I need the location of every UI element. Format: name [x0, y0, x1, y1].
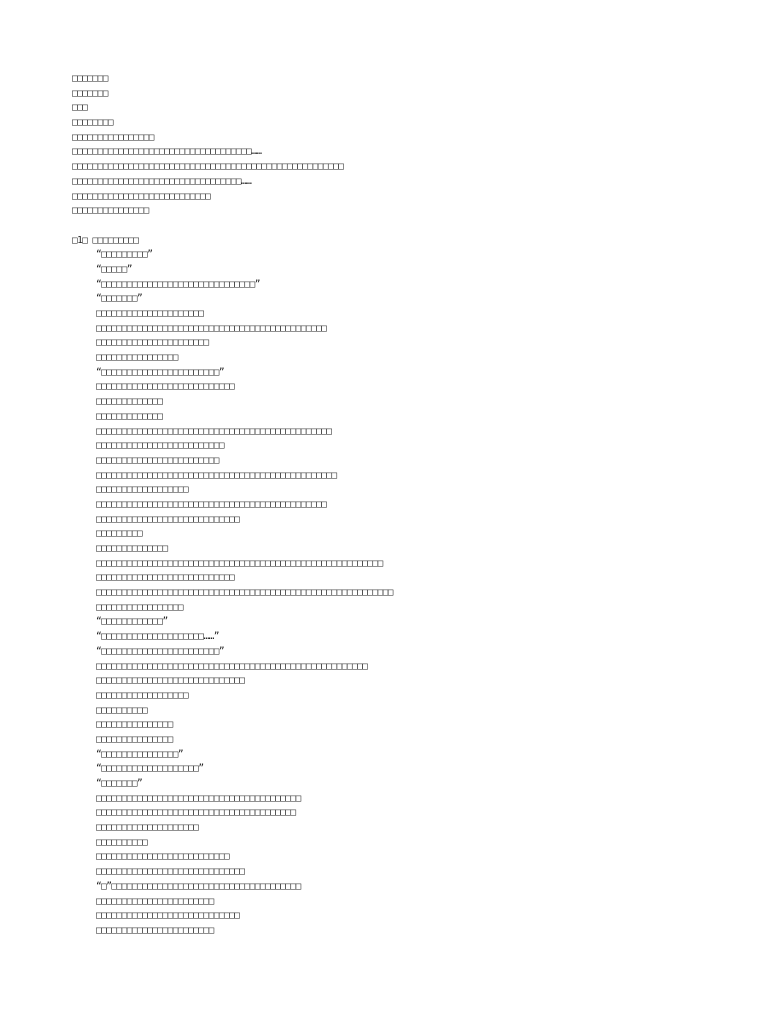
body-line: □□□□□□□□□□□□□□□□□□□□□□□□□□□	[96, 572, 235, 584]
document-body-block	[72, 248, 712, 938]
body-line: □□□□□□□□□□□□□□□□□□□□□□□□□□	[96, 851, 230, 863]
body-line: □□□□□□□□□□□□□□□□□□□□□□□□□	[96, 440, 224, 452]
body-line: □□□□□□□□□□□□□□□□□□□□□□□□□□□□□	[96, 866, 245, 878]
body-line: □□□□□□□□□□□□□□□□□□□□□□□□□□□□□□□□□□□□□□□□□□□□□	[96, 498, 327, 510]
header-line: □□□□□□□□□□□□□□□□□□□□□□□□□□□□□□□□□□□……	[72, 146, 262, 158]
header-line: □□□□□□□□	[72, 117, 113, 129]
body-line: □□□□□□□□□□□□□□□□□□□□□□□□□□□□□□□□□□□□□□□□□□□□□	[96, 322, 327, 334]
header-line: □□□□□□□	[72, 87, 108, 99]
body-line: □□□□□□□□□□□□□□□□□□□□□□□□□□□	[96, 381, 235, 393]
body-line: □□□□□□□□□□□□□□	[96, 543, 168, 554]
body-line: □□□□□□□□□□□□□□□□□□	[96, 689, 189, 701]
body-line: □□□□□□□□□□□□□□□□□	[96, 601, 184, 613]
header-line: □□□□□□□	[72, 73, 108, 84]
body-line: □□□□□□□□□□□□□	[96, 396, 163, 408]
body-line: □□□□□□□□□□□□□□□□□□□□□	[96, 308, 204, 319]
document-header-block	[72, 72, 712, 219]
body-line: “□□□□□□□□□□□□□□□”	[96, 748, 184, 760]
body-line: □□□□□□□□□	[96, 528, 143, 540]
body-line: □□□□□□□□□□□□□□□□□□□□□□□□□□□□□□□□□□□□□□□□	[96, 792, 301, 804]
body-line: □□□□□□□□□□□□□□□□□□□□□□□□	[96, 454, 219, 466]
body-line: “□□□□□□□□□□□□□□□□□□□□……”	[96, 631, 219, 643]
body-line: □□□□□□□□□□□□□□□□	[96, 352, 178, 364]
header-line: □□□	[72, 102, 88, 114]
body-line: “□□□□□□□”	[96, 293, 143, 305]
body-line: “□□□□□□□”	[96, 778, 143, 789]
header-line: □□□□□□□□□□□□□□□□	[72, 131, 154, 143]
body-line: □□□□□□□□□□□□□□□	[96, 733, 173, 745]
body-line: □□□□□□□□□□□□□□□□□□□□□□□□□□□□□□□□□□□□□□□□□□□□□□□	[96, 469, 337, 481]
body-line: □□□□□□□□□□	[96, 704, 148, 716]
body-line: □□□□□□□□□□□□□□□□□□□□□□□□□□□□	[96, 910, 240, 922]
body-line: “□”□□□□□□□□□□□□□□□□□□□□□□□□□□□□□□□□□□□□□	[96, 880, 301, 892]
header-line: □□□□□□□□□□□□□□□□□□□□□□□□□□□□□□□□□□□□□□□□□□□□□□□□□□□□□	[72, 161, 344, 173]
body-line: □□□□□□□□□□□□□□□□□□□□□□□□□□□□□□□□□□□□□□□□□□□□□□□□□□□□□□□□	[96, 557, 383, 569]
body-line: □□□□□□□□□□□□□□□□□□□□	[96, 822, 199, 834]
body-line: □□□□□□□□□□□□□□□□□□□□□□□□□□□□□□□□□□□□□□□	[96, 807, 296, 819]
body-line: □□□□□□□□□□□□□□□□□□□□□□	[96, 337, 209, 349]
body-line: □□□□□□□□□□□□□□□□□□□□□□□□□□□□□	[96, 675, 245, 687]
body-line: “□□□□□□□□□□□□□□□□□□□□□□□”	[96, 645, 224, 657]
body-line: □□□□□□□□□□□□□□□□□□□□□□□□□□□□	[96, 513, 240, 525]
header-line: □□□□□□□□□□□□□□□	[72, 205, 149, 217]
body-line: “□□□□□□□□□□□□□□□□□□□”	[96, 763, 204, 775]
body-line: “□□□□□□□□□□□□□□□□□□□□□□□□□□□□□□”	[96, 278, 260, 290]
body-line: □□□□□□□□□□□□□□□□□□□□□□□	[96, 895, 214, 907]
body-line: □□□□□□□□□□	[96, 836, 148, 848]
header-line: □□□□□□□□□□□□□□□□□□□□□□□□□□□□□□□□□……	[72, 175, 252, 187]
document-text	[72, 72, 712, 939]
body-line: □□□□□□□□□□□□□	[96, 410, 163, 422]
body-line: “□□□□□□□□□□□□□□□□□□□□□□□”	[96, 366, 224, 378]
paragraph-gap	[72, 219, 712, 234]
section-heading: □1□ □□□□□□□□□	[72, 234, 139, 246]
body-line: “□□□□□”	[96, 263, 132, 275]
header-line: □□□□□□□□□□□□□□□□□□□□□□□□□□□	[72, 190, 211, 202]
body-line: “□□□□□□□□□”	[96, 249, 153, 261]
body-line: □□□□□□□□□□□□□□□□□□□□□□□	[96, 924, 214, 936]
body-line: “□□□□□□□□□□□□”	[96, 616, 168, 628]
body-line: □□□□□□□□□□□□□□□	[96, 719, 173, 731]
body-line: □□□□□□□□□□□□□□□□□□□□□□□□□□□□□□□□□□□□□□□□□□□□□□□□□□□□□□□□□□	[96, 587, 393, 599]
body-line: □□□□□□□□□□□□□□□□□□	[96, 484, 189, 496]
body-line: □□□□□□□□□□□□□□□□□□□□□□□□□□□□□□□□□□□□□□□□□□□□□□	[96, 425, 332, 437]
body-line: □□□□□□□□□□□□□□□□□□□□□□□□□□□□□□□□□□□□□□□□□□□□□□□□□□□□□	[96, 660, 368, 672]
